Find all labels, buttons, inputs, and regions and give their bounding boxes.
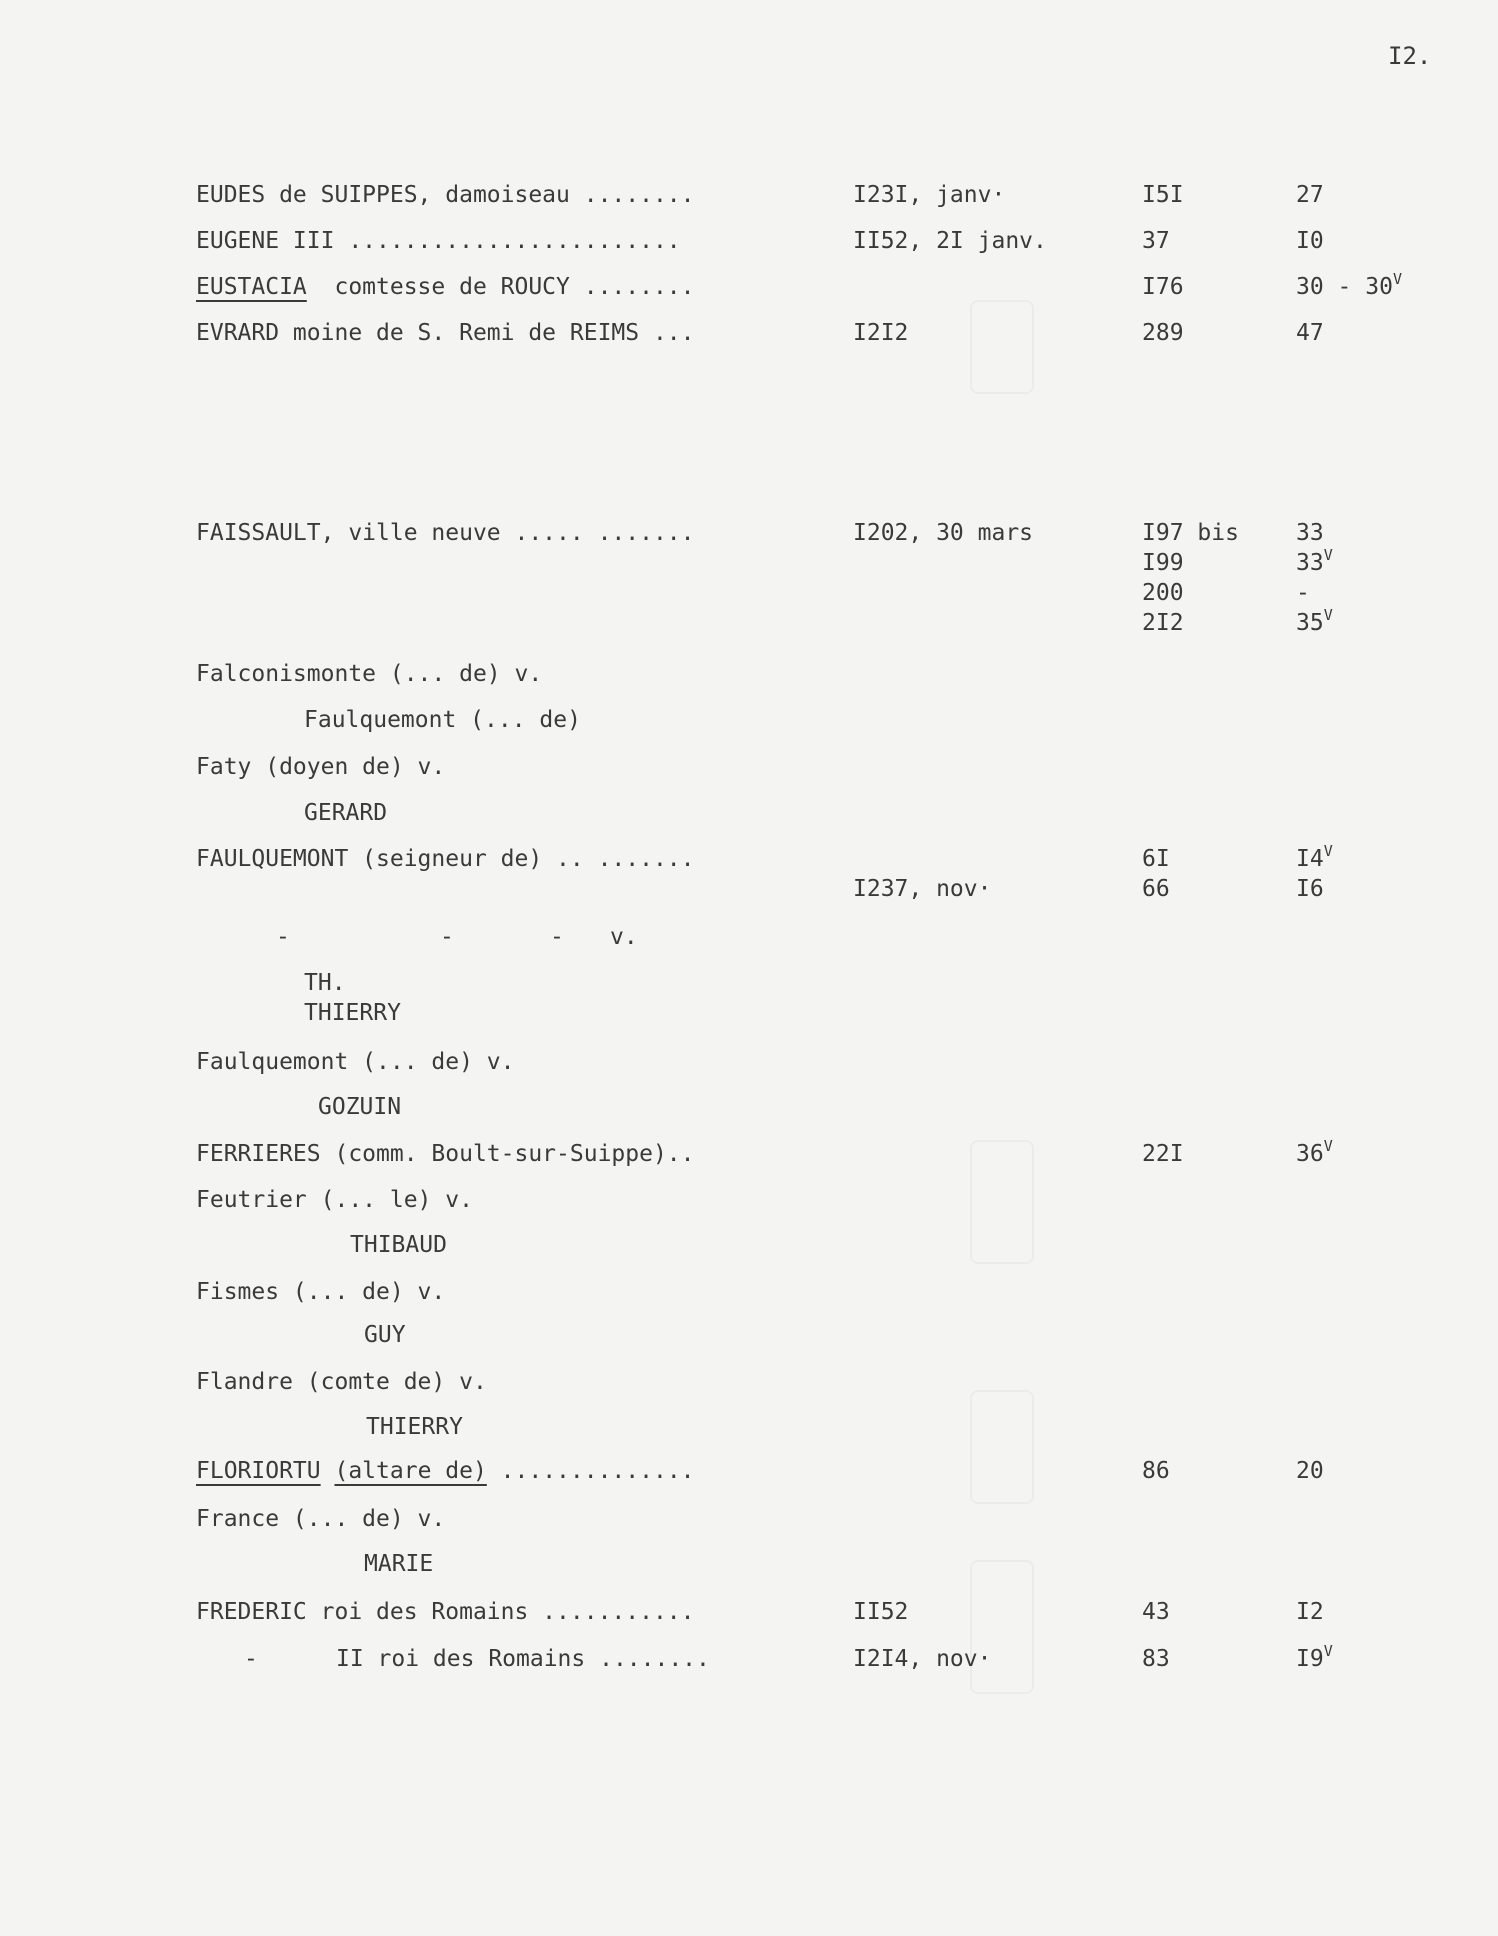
entry-date: I237, nov· [853, 876, 992, 902]
entry-name: FREDERIC roi des Romains ........... [196, 1599, 695, 1625]
entry-name-underlined: (altare de) [334, 1458, 487, 1484]
reference-target: GERARD [304, 800, 388, 826]
page-number: I2. [1388, 42, 1432, 70]
entry-folio: I0 [1296, 228, 1324, 254]
entry-folio-value: I4 [1296, 846, 1324, 872]
entry-name: Feutrier (... le) v. [196, 1187, 473, 1213]
entry-folio-value: - [1296, 580, 1310, 606]
entry-number: 86 [1142, 1458, 1170, 1484]
entry-folio [1296, 548, 1333, 578]
verso-mark: V [1323, 606, 1333, 624]
reference-target: Faulquemont (... de) [304, 707, 581, 733]
entry-number: I5I [1142, 182, 1184, 208]
entry-name: France (... de) v. [196, 1506, 446, 1532]
entry-name: FERRIERES (comm. Boult-sur-Suippe).. [196, 1141, 695, 1167]
entry-folio-value: 35 [1296, 610, 1324, 636]
reference-target: GUY [364, 1322, 406, 1348]
entry-folio: 47 [1296, 320, 1324, 346]
entry-name: EUDES de SUIPPES, damoiseau ........ [196, 182, 695, 208]
entry-name: II roi des Romains ........ [336, 1646, 710, 1672]
entry-number: 37 [1142, 228, 1170, 254]
entry-folio [1296, 844, 1333, 874]
entry-folio [1296, 578, 1333, 608]
see-also: v. [610, 924, 638, 950]
entry-name-rest: .............. [486, 1458, 695, 1484]
entry-date: II52 [853, 1599, 909, 1625]
verso-mark: V [1323, 1642, 1333, 1660]
entry-number: 6I [1142, 846, 1170, 872]
entry-folio [1296, 518, 1333, 548]
ditto-dash: - [244, 1646, 258, 1672]
entry-date: I2I4, nov· [853, 1646, 992, 1672]
entry-folio [1296, 608, 1333, 638]
entry-name-rest: comtesse de ROUCY ........ [306, 274, 695, 300]
verso-mark: V [1392, 270, 1402, 288]
entry-name: FAISSAULT, ville neuve ..... ....... [196, 520, 695, 546]
entry-folio: I6 [1296, 876, 1324, 902]
entry-number: I76 [1142, 274, 1184, 300]
entry-name: EUGENE III ........................ [196, 228, 681, 254]
entry-name: Fismes (... de) v. [196, 1279, 446, 1305]
reference-target: MARIE [364, 1551, 434, 1577]
entry-number: 22I [1142, 1141, 1184, 1167]
reference-target: TH. [304, 970, 346, 996]
ditto-dash: - [276, 924, 290, 950]
entry-number: 66 [1142, 876, 1170, 902]
entry-name: Flandre (comte de) v. [196, 1369, 487, 1395]
entry-name: Faulquemont (... de) v. [196, 1049, 515, 1075]
entry-folio-value: 36 [1296, 1141, 1324, 1167]
entry-name [196, 272, 695, 302]
verso-mark: V [1323, 546, 1333, 564]
reference-target: THIERRY [304, 1000, 401, 1026]
entry-name: EVRARD moine de S. Remi de REIMS ... [196, 320, 695, 346]
reference-target: THIERRY [366, 1414, 463, 1440]
entry-folio [1296, 272, 1402, 302]
entry-folios [1296, 518, 1333, 638]
ditto-dash: - [440, 924, 454, 950]
entry-number: I99 [1142, 550, 1184, 576]
entry-date: I23I, janv· [853, 182, 1006, 208]
entry-number: 83 [1142, 1646, 1170, 1672]
entry-number: I97 bis [1142, 520, 1239, 546]
entry-number: 200 [1142, 580, 1184, 606]
reference-target: GOZUIN [318, 1094, 402, 1120]
entry-name [196, 1456, 695, 1486]
entry-folio: 27 [1296, 182, 1324, 208]
entry-number: 2I2 [1142, 610, 1184, 636]
entry-date: I202, 30 mars [853, 520, 1034, 546]
entry-folio-value: 33 [1296, 550, 1324, 576]
verso-mark: V [1323, 842, 1333, 860]
entry-date: II52, 2I janv. [853, 228, 1047, 254]
verso-mark: V [1323, 1137, 1333, 1155]
entry-folio-value: 33 [1296, 520, 1324, 546]
entry-folio [1296, 1644, 1333, 1674]
entry-name: FAULQUEMONT (seigneur de) .. ....... [196, 846, 695, 872]
entry-folio: I2 [1296, 1599, 1324, 1625]
entry-folio-value: 30 - 30 [1296, 274, 1393, 300]
entry-folio [1296, 1139, 1333, 1169]
entry-number: 289 [1142, 320, 1184, 346]
entry-folio: 20 [1296, 1458, 1324, 1484]
entry-name: Falconismonte (... de) v. [196, 661, 543, 687]
entry-date: I2I2 [853, 320, 909, 346]
entry-folio-value: I9 [1296, 1646, 1324, 1672]
reference-target: THIBAUD [350, 1232, 447, 1258]
ditto-dash: - [550, 924, 564, 950]
entry-numbers [1142, 518, 1239, 638]
entry-name: Faty (doyen de) v. [196, 754, 446, 780]
entry-name-underlined: FLORIORTU [196, 1458, 321, 1484]
entry-number: 43 [1142, 1599, 1170, 1625]
entry-name-underlined: EUSTACIA [196, 274, 307, 300]
